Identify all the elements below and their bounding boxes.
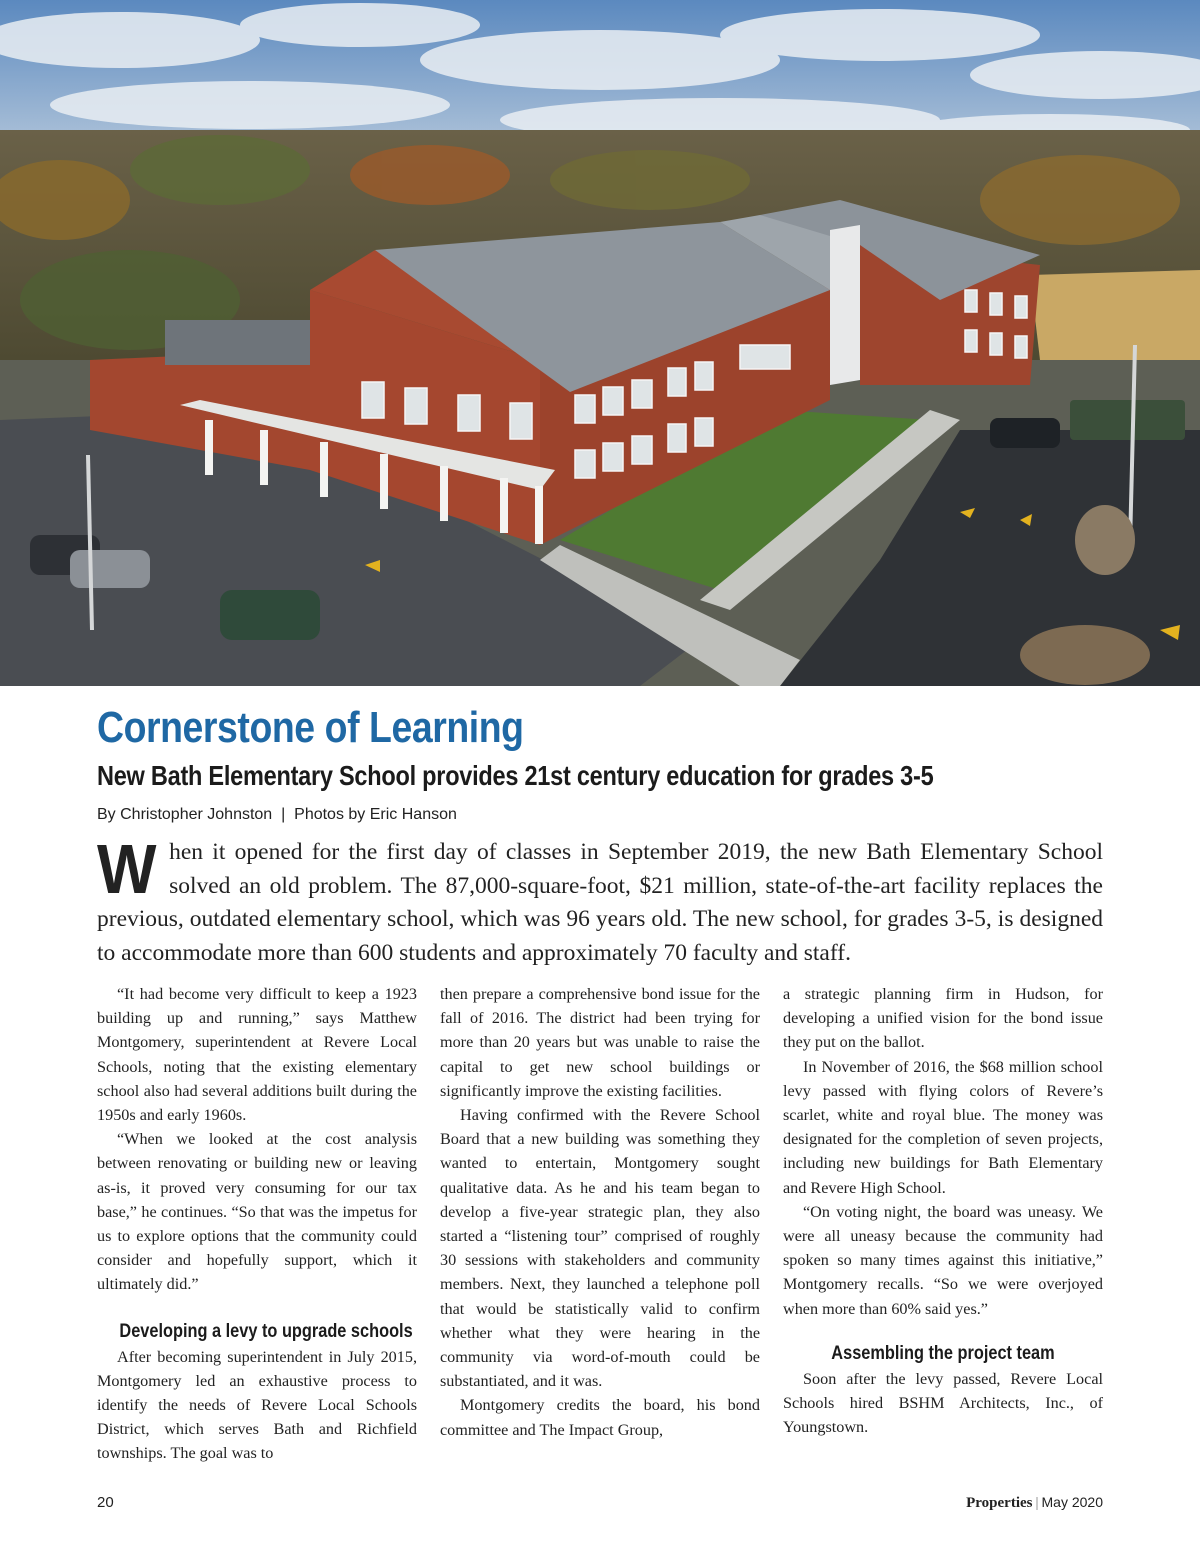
section-heading-levy: Developing a levy to upgrade schools: [119, 1320, 413, 1342]
drop-cap: W: [97, 830, 157, 908]
publication-name: Properties: [966, 1495, 1033, 1511]
body-column-3: [783, 982, 1103, 1439]
body-paragraph: Having confirmed with the Revere School Board that a new building was something they wanted to entertain, Montgomery sought qualitative data. As he and his team began to develop a five-year strategic plan, they also started a “listening tour” comprised of roughly 30 sessions with stakeholders and community members. Next, they launched a telephone poll that would be statistically valid to confirm whether what they were hearing in the community via word-of-mouth could be substantiated, and it was.: [440, 1106, 760, 1391]
body-column-1: [97, 982, 417, 1466]
page-number: 20: [97, 1494, 114, 1511]
lead-text: hen it opened for the first day of classes in September 2019, the new Bath Elementary School solved an old problem. The 87,000-square-foot, $21 million, state-of-the-art facility replaces the previous, outdated elementary school, which was 96 years old. The new school, for grades 3-5, is designed to accommodate more than 600 students and approximately 70 faculty and staff.: [97, 839, 1103, 966]
article-subtitle: New Bath Elementary School provides 21st century education for grades 3-5: [97, 760, 934, 791]
body-paragraph: “It had become very difficult to keep a 1923 building up and running,” says Matthew Montgomery, superintendent at Revere Local Schools, noting that the existing elementary school also had several additions built during the 1950s and early 1960s.: [97, 985, 417, 1125]
gray-parapet: [165, 320, 310, 365]
body-paragraph: a strategic planning firm in Hudson, for developing a unified vision for the bond issue they put on the ballot.: [783, 985, 1103, 1052]
body-paragraph: Soon after the levy passed, Revere Local Schools hired BSHM Architects, Inc., of Youngstown.: [783, 1369, 1103, 1437]
issue-date: May 2020: [1041, 1494, 1103, 1510]
body-paragraph: In November of 2016, the $68 million school levy passed with flying colors of Revere’s scarlet, white and royal blue. The money was designated for the completion of seven projects, including new buildings for Bath Elementary and Revere High School.: [783, 1057, 1103, 1197]
byline: By Christopher Johnston | Photos by Eric Hanson: [97, 806, 457, 823]
entrance-tower: [830, 225, 860, 385]
body-paragraph: After becoming superintendent in July 2015, Montgomery led an exhaustive process to identify the needs of Revere Local Schools District, which serves Bath and Richfield townships. The goal was to: [97, 1347, 417, 1463]
school-aerial-illustration: [0, 0, 1200, 686]
article-title: Cornerstone of Learning: [97, 703, 524, 752]
footer-separator: |: [1035, 1495, 1039, 1511]
landscape-island-2: [1075, 505, 1135, 575]
hero-photo: [0, 0, 1200, 686]
lead-paragraph: [97, 830, 1103, 970]
body-paragraph: Montgomery credits the board, his bond committee and The Impact Group,: [440, 1396, 760, 1439]
section-heading-project-team: Assembling the project team: [831, 1342, 1055, 1364]
body-paragraph: “When we looked at the cost analysis between renovating or building new or leaving as-is, it proved very consuming for our tax base,” he continues. “So that was the impetus for us to explore options that the community could consider and hopefully support, which it ultimately did.”: [97, 1130, 417, 1294]
running-footer: [966, 1494, 1103, 1512]
body-paragraph: “On voting night, the board was uneasy. We were all uneasy because the community had spoken so many times against this initiative,” Montgomery recalls. “So we were overjoyed when more than 60% said yes.”: [783, 1202, 1103, 1318]
body-paragraph: then prepare a comprehensive bond issue for the fall of 2016. The district had been trying for more than 20 years but was unable to raise the capital to get new school buildings or significantly improve the existing facilities.: [440, 985, 760, 1100]
landscape-island: [1020, 625, 1150, 685]
body-column-2: [440, 982, 760, 1442]
